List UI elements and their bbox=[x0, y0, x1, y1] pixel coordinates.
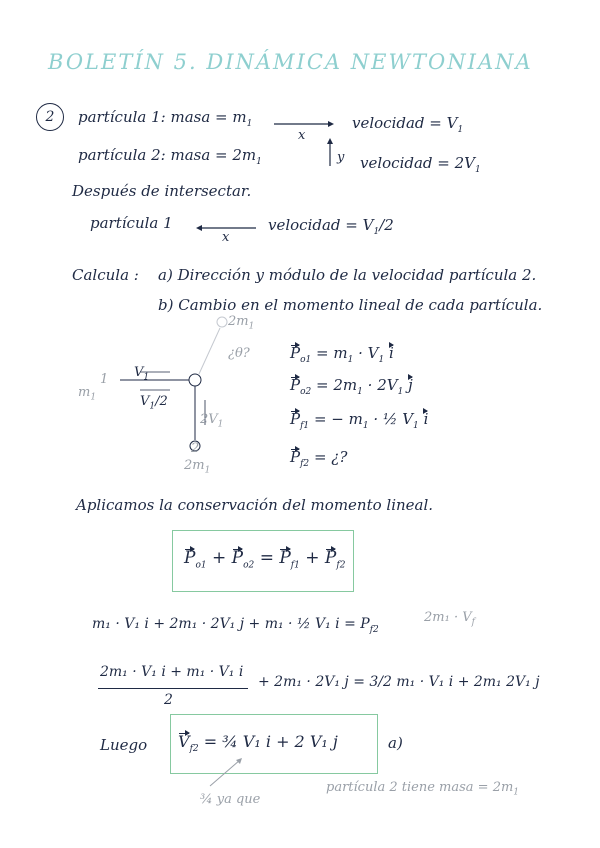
diagram-v2-label: $2V_1$ bbox=[200, 412, 224, 430]
particle2-velocity: velocidad = $2V_1$ bbox=[360, 154, 481, 175]
calcula-b: b) Cambio en el momento lineal de cada partícula. bbox=[158, 296, 543, 314]
momentum-row: $P_{o1} = m_1 \cdot V_1$ i bbox=[290, 344, 394, 365]
diagram-bottom-number: 2 bbox=[191, 441, 200, 456]
diagram-v1-label: $V_1$ bbox=[134, 365, 150, 383]
result-luego: Luego bbox=[100, 736, 148, 754]
footnote-text: ¾ ya que bbox=[200, 792, 261, 807]
after-axis-label: x bbox=[222, 230, 230, 245]
momentum-row: $P_{f1}$ = − $m_1$ · ½ $V_1$ i bbox=[290, 410, 429, 431]
diagram-v1-half-label: $V_1/2$ bbox=[140, 394, 168, 412]
step-line-1-note: $2m_1 \cdot V_f$ bbox=[424, 610, 475, 628]
page-title: BOLETÍN 5. DINÁMICA NEWTONIANA bbox=[48, 50, 533, 74]
step-line-1: m₁ · V₁ i + 2m₁ · 2V₁ j + m₁ · ½ V₁ $i = P_{f2}$ bbox=[92, 616, 379, 635]
diagram-top-label: $2m_1$ bbox=[228, 314, 255, 332]
calcula-label: Calcula : bbox=[72, 266, 139, 284]
after-velocity: velocidad = $V_1/2$ bbox=[268, 216, 394, 237]
momentum-row: $P_{f2}$ = ¿? bbox=[290, 448, 348, 469]
momentum-row: $P_{o2} = 2m_1 \cdot 2V_1$ j bbox=[290, 376, 413, 397]
pointer-arrow-icon bbox=[200, 758, 250, 788]
p2-axis-label: y bbox=[337, 150, 345, 165]
conservation-equation: $P_{o1} + P_{o2} = P_{f1} + P_{f2}$ bbox=[184, 548, 346, 571]
diagram-left-number: 1 bbox=[100, 372, 109, 387]
conservation-text: Aplicamos la conservación del momento lineal. bbox=[76, 496, 434, 514]
after-heading: Después de intersectar. bbox=[72, 182, 252, 200]
fraction-bar bbox=[98, 688, 248, 689]
particle1-mass: partícula 1: masa = $m_1$ bbox=[78, 108, 253, 129]
collision-diagram bbox=[80, 310, 270, 470]
problem-number: 2 bbox=[36, 103, 64, 131]
result-equation: $V_{f2}$ = ¾ V₁ i + 2 V₁ j bbox=[178, 732, 338, 755]
after-particle1: partícula 1 bbox=[90, 214, 173, 232]
diagram-angle-question: ¿θ? bbox=[228, 346, 250, 361]
calcula-a: a) Dirección y módulo de la velocidad partícula 2. bbox=[158, 266, 537, 284]
diagram-m1-label: $m_1$ bbox=[78, 385, 97, 403]
step-line-2-rest: + 2m₁ · 2V₁ j = 3/2 m₁ · V₁ i + 2m₁ 2V₁ j bbox=[258, 674, 540, 690]
particle2-mass: partícula 2: masa = $2m_1$ bbox=[78, 146, 262, 167]
footnote-text-2: partícula 2 tiene masa = $2m_1$ bbox=[326, 780, 520, 798]
y-axis-arrow-icon bbox=[326, 138, 336, 168]
step-line-2-numerator: 2m₁ · V₁ i + m₁ · V₁ i bbox=[100, 664, 244, 680]
diagram-bottom-label: $2m_1$ bbox=[184, 458, 211, 476]
step-line-2-denominator: 2 bbox=[164, 692, 173, 708]
result-part-label: a) bbox=[388, 734, 403, 752]
p1-axis-label: x bbox=[298, 128, 306, 143]
particle1-velocity: velocidad = $V_1$ bbox=[352, 114, 464, 135]
